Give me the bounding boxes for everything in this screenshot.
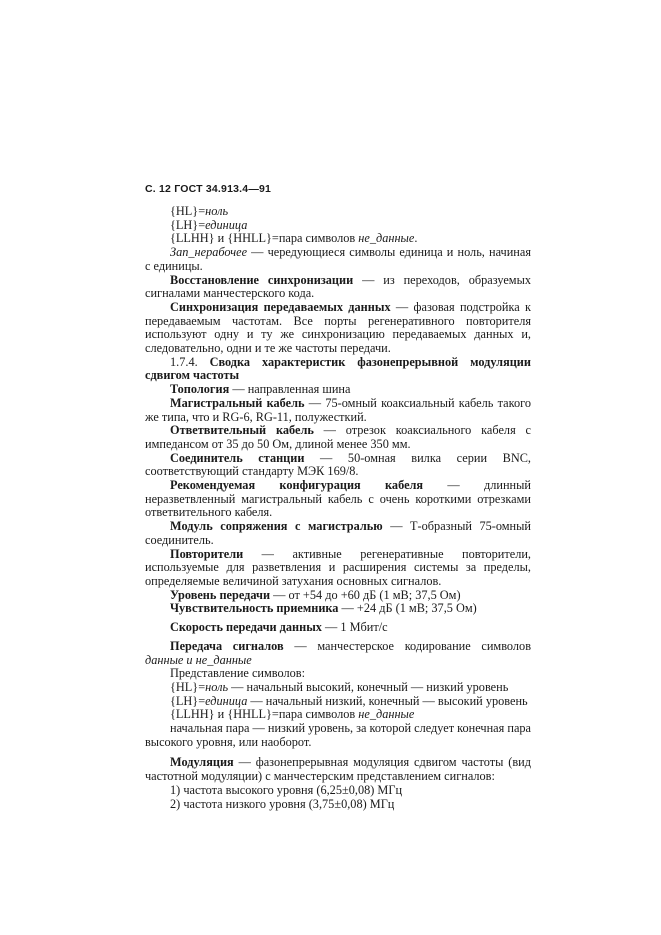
paragraph bbox=[145, 589, 531, 603]
paragraph bbox=[145, 479, 531, 520]
paragraph bbox=[145, 722, 531, 749]
text-run: — из переходов, образуемых сигналами манчестерского кода. bbox=[145, 272, 531, 301]
text-run: — фазонепрерывная модуляция сдвигом частоты (вид частотной модуляции) с манчестерским представлением сигналов: bbox=[145, 755, 531, 784]
bold-term: Передача сигналов bbox=[170, 638, 284, 653]
bold-term: Чувствительность приемника bbox=[170, 601, 339, 616]
italic-term: Зап_нерабочее bbox=[170, 245, 248, 260]
text-run: — манчестерское кодирование символов bbox=[283, 638, 531, 653]
list-item bbox=[145, 798, 531, 812]
paragraph bbox=[145, 756, 531, 783]
text-run: — длинный неразветвленный магистральный кабель с очень короткими отрезками ответвительного кабеля. bbox=[145, 478, 531, 520]
italic-term: ноль bbox=[205, 204, 229, 218]
italic-term: данные и не_данные bbox=[145, 652, 252, 667]
text-run: — +24 дБ (1 мВ; 37,5 Ом) bbox=[338, 601, 477, 616]
text-run: — от +54 до +60 дБ (1 мВ; 37,5 Ом) bbox=[270, 587, 461, 602]
text-run: 1) частота высокого уровня (6,25±0,08) МГц bbox=[170, 782, 403, 797]
text-run: — направленная шина bbox=[229, 382, 351, 397]
text-run: Представление символов: bbox=[170, 666, 305, 681]
paragraph bbox=[145, 383, 531, 397]
bold-term: Повторители bbox=[170, 546, 244, 561]
paragraph bbox=[145, 301, 531, 356]
bold-term: Уровень передачи bbox=[170, 587, 271, 602]
paragraph bbox=[145, 602, 531, 616]
paragraph bbox=[145, 708, 531, 722]
text-run: {LLHH} и {HHLL}=пара символов bbox=[170, 231, 359, 246]
bold-term: Соединитель станции bbox=[170, 450, 305, 465]
text-run: — чередующиеся символы единица и ноль, начиная с единицы. bbox=[145, 245, 531, 273]
italic-term: единица bbox=[205, 217, 248, 232]
text-run: — начальный высокий, конечный — низкий уровень bbox=[228, 679, 509, 694]
bold-term: Сводка характеристик фазонепрерывной модуляции сдвигом частоты bbox=[145, 354, 531, 383]
text-run: — 50-омная вилка серии BNC, соответствующий стандарту МЭК 169/8. bbox=[145, 450, 531, 479]
text-run: — активные регенеративные повторители, используемые для разветвления и расширения системы за пределы, определяемые величиной затухания основных сигналов. bbox=[145, 546, 531, 588]
text-run: {HL}= bbox=[170, 204, 206, 218]
paragraph bbox=[145, 695, 531, 709]
italic-term: единица bbox=[205, 693, 248, 708]
bold-term: Ответвительный кабель bbox=[170, 423, 314, 438]
text-run: — 75-омный коаксиальный кабель такого же типа, что и RG-6, RG-11, полужесткий. bbox=[145, 395, 531, 424]
bold-term: Модуль сопряжения с магистралью bbox=[170, 519, 383, 534]
paragraph bbox=[145, 219, 531, 233]
bold-term: Топология bbox=[170, 382, 230, 397]
italic-term: не_данные bbox=[358, 707, 415, 722]
bold-term: Модуляция bbox=[170, 755, 234, 770]
paragraph bbox=[145, 205, 531, 219]
paragraph bbox=[145, 274, 531, 301]
text-run: начальная пара — низкий уровень, за которой следует конечная пара высокого уровня, или наоборот. bbox=[145, 721, 532, 749]
text-run: — фазовая подстройка к передаваемым частотам. Все порты регенеративного повторителя используют одну и ту же синхронизацию передаваемых данных и, следовательно, одни и те же частоты передачи. bbox=[145, 299, 531, 356]
bold-term: Синхронизация передаваемых данных bbox=[170, 299, 391, 314]
paragraph bbox=[145, 452, 531, 479]
text-run: — Т-образный 75-омный соединитель. bbox=[145, 519, 531, 547]
bold-term: Рекомендуемая конфигурация кабеля bbox=[170, 478, 424, 493]
italic-term: ноль bbox=[205, 679, 229, 694]
paragraph bbox=[145, 424, 531, 451]
paragraph bbox=[145, 667, 531, 681]
text-run: {HL}= bbox=[170, 679, 206, 694]
document-body bbox=[145, 205, 531, 811]
text-run: 2) частота низкого уровня (3,75±0,08) МГц bbox=[170, 796, 395, 811]
page-header: С. 12 ГОСТ 34.913.4—91 bbox=[145, 183, 272, 195]
paragraph bbox=[145, 640, 531, 667]
text-run: {LH}= bbox=[170, 693, 206, 708]
list-item bbox=[145, 784, 531, 798]
bold-term: Скорость передачи данных bbox=[170, 620, 322, 635]
paragraph bbox=[145, 520, 531, 547]
paragraph bbox=[145, 232, 531, 246]
text-run: — начальный низкий, конечный — высокий уровень bbox=[247, 693, 528, 708]
text-run: 1.7.4. bbox=[170, 354, 210, 369]
bold-term: Восстановление синхронизации bbox=[170, 272, 354, 287]
text-run: — отрезок коаксиального кабеля с импедансом от 35 до 50 Ом, длиной менее 350 мм. bbox=[145, 423, 531, 451]
paragraph bbox=[145, 397, 531, 424]
paragraph bbox=[145, 548, 531, 589]
paragraph bbox=[145, 621, 531, 635]
text-run: {LH}= bbox=[170, 217, 206, 232]
bold-term: Магистральный кабель bbox=[170, 395, 305, 410]
paragraph bbox=[145, 681, 531, 695]
text-run: {LLHH} и {HHLL}=пара символов bbox=[170, 707, 359, 722]
section-heading bbox=[145, 356, 531, 383]
text-run: — 1 Мбит/с bbox=[321, 620, 388, 635]
text-run: . bbox=[414, 231, 418, 246]
italic-term: не_данные bbox=[358, 231, 415, 246]
paragraph bbox=[145, 246, 531, 273]
